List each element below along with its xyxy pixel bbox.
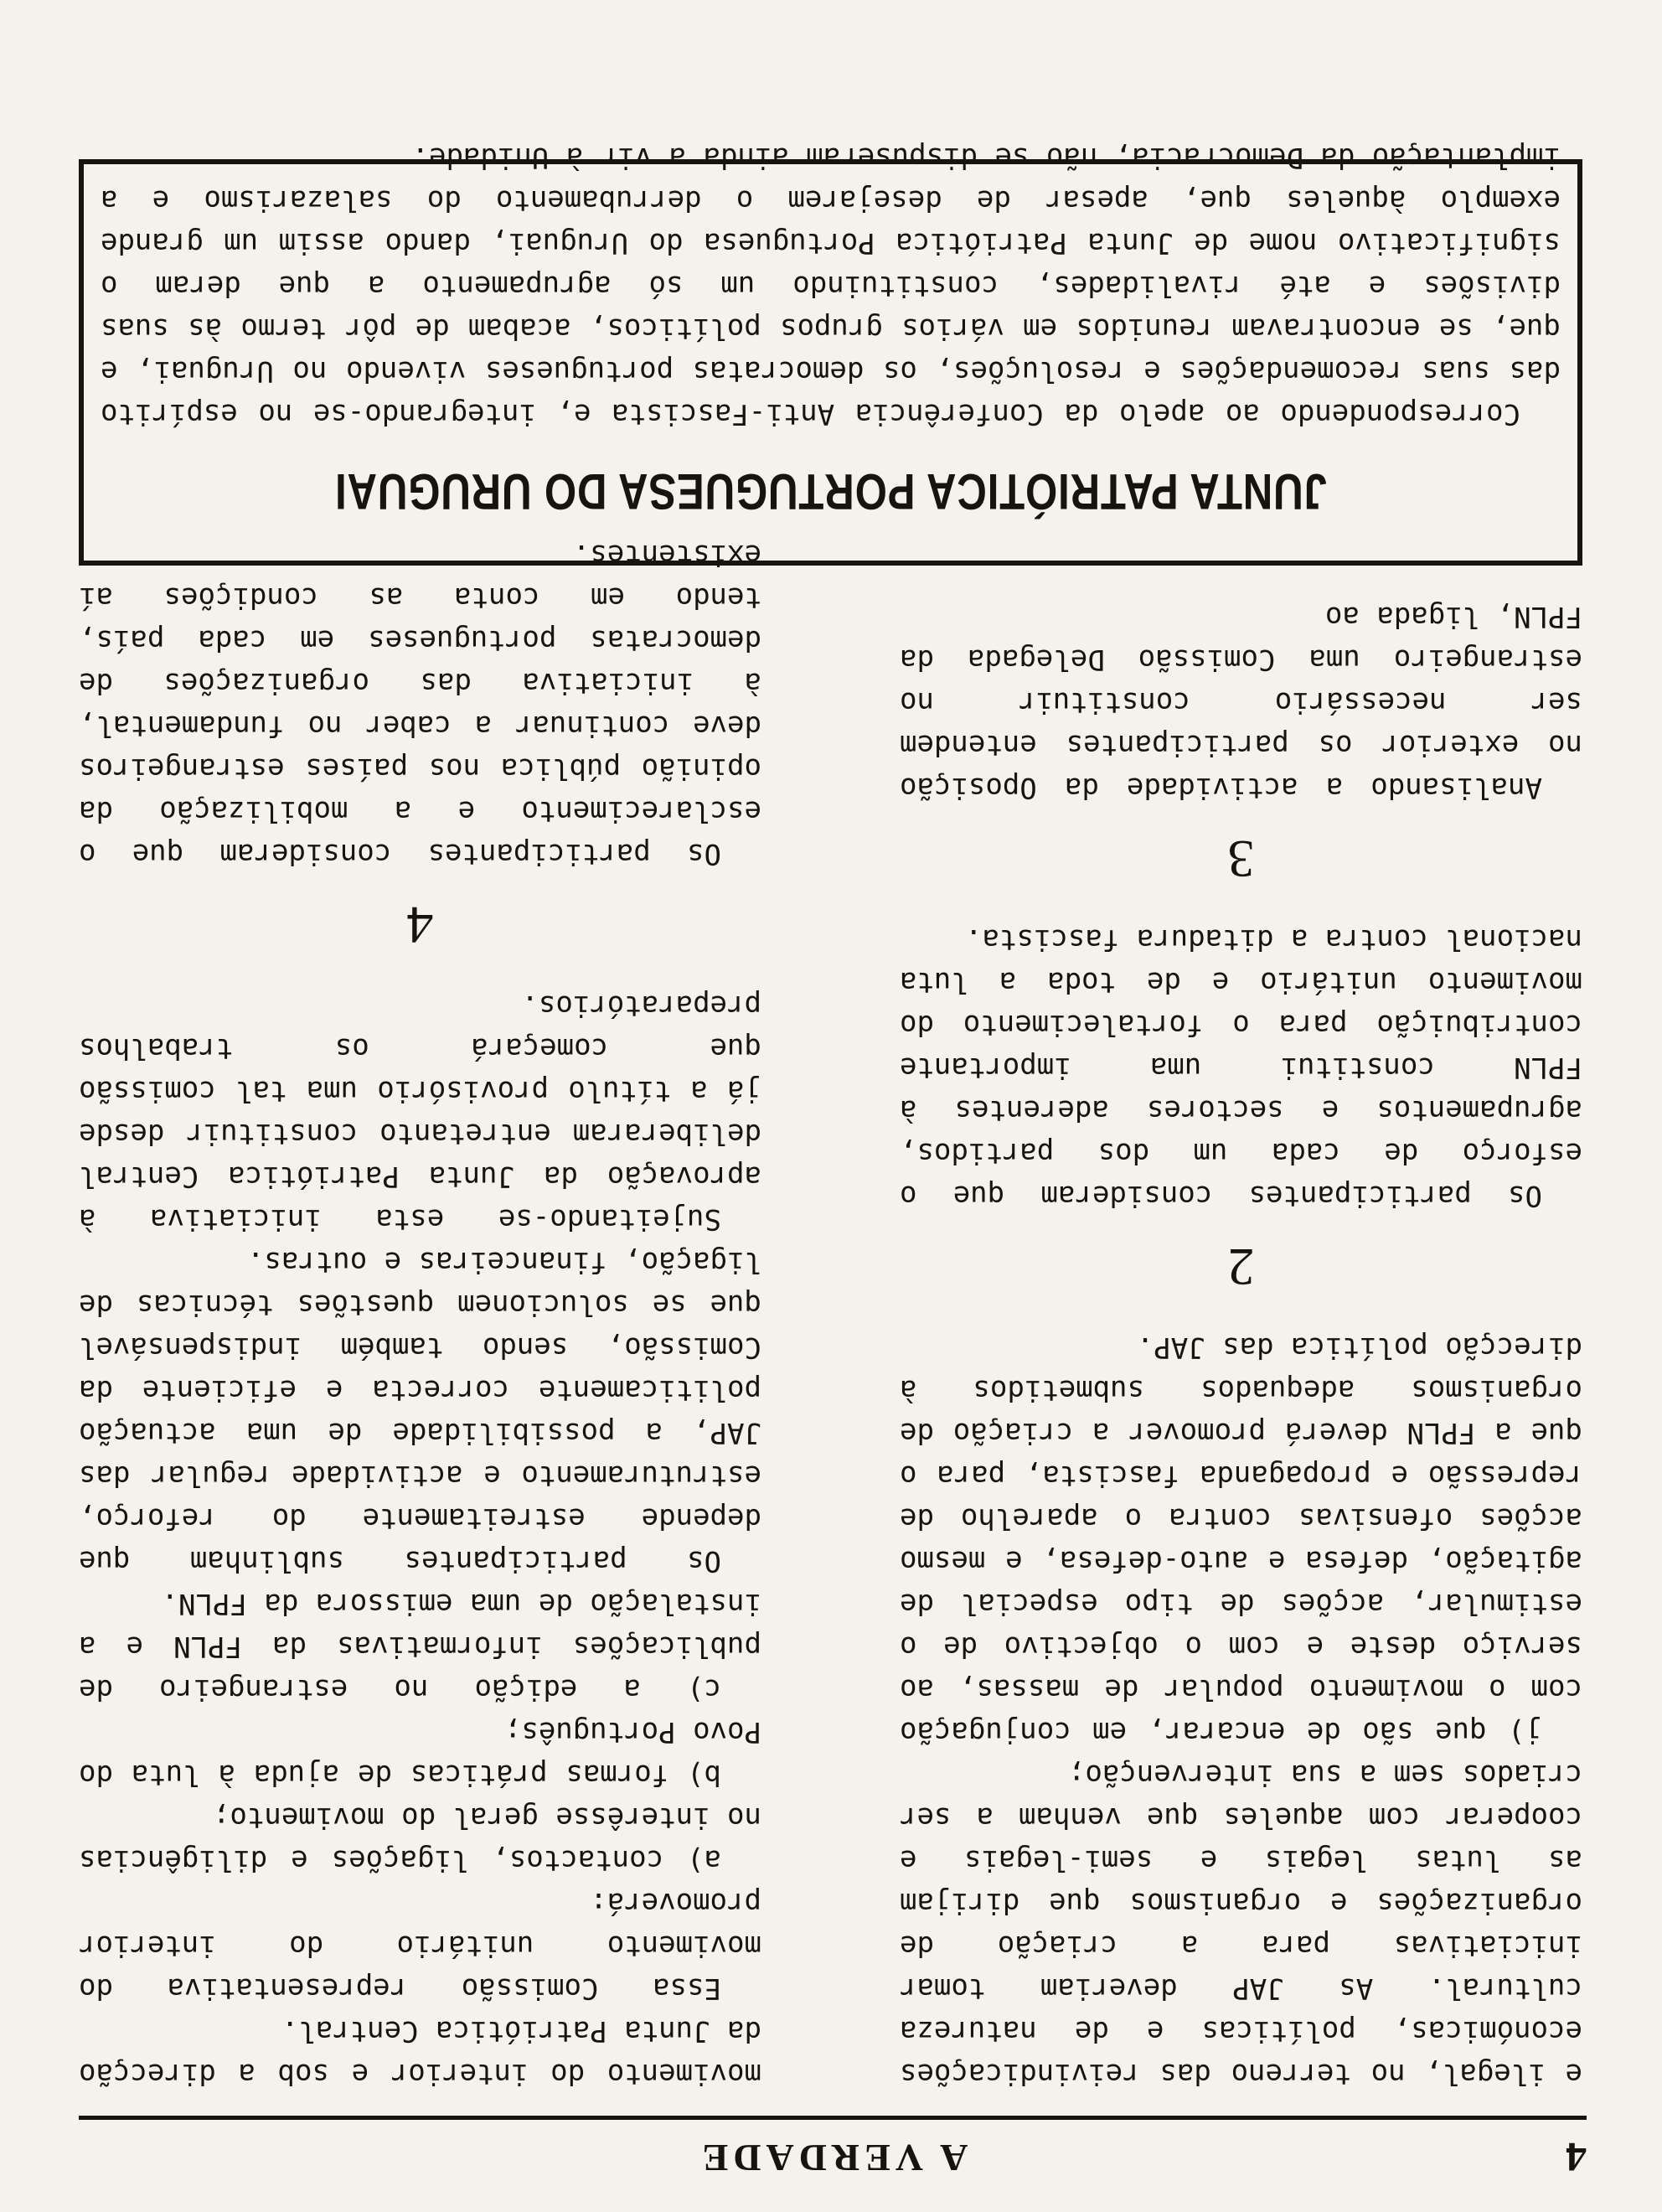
paragraph-commission: Essa Comissão representativa do movimento unitário do interior promoverá: (79, 1886, 761, 2005)
section-3-paragraph: Analisando a actividade da Oposição no exterior os participantes entendem ser necessário constituir no estrangeiro uma Comissão Delegada da FPLN, ligada ao (900, 600, 1582, 804)
list-item-c: c) a edição no estrangeiro de publicações informativas da FPLN e a instalação de uma emissora da FPLN. (79, 1587, 761, 1706)
boxed-article-text: Correspondendo ao apelo da Conferência Anti-Fascista e, integrando-se no espírito das suas recomendações e resoluções, os democratas portugueses vivendo no Uruguai, e que, se encontravam reunidos em vários grupos políticos, acabam de pôr termo às suas divisões e até rivalidades, constituindo um só agrupamento a que deram o significativo nome de Junta Patriótica Portuguesa do Uruguai, dando assim um grande exemplo àqueles que, apesar de desejarem o derrubamento do salazarismo e a implantação da Democracia, não se dispuseram ainda a vir à Unidade. (101, 141, 1561, 431)
boxed-article-title: JUNTA PATRIÓTICA PORTUGUESA DO URUGUAI (334, 463, 1327, 519)
section-4-paragraph: Os participantes consideram que o esclarecimento e a mobilização da opinião pública nos países estrangeiros deve continuar a caber no fundamental, à iniciativa das organizações de democratas portugueses em cada país, tendo em conta as condições aí existentes. (79, 538, 761, 871)
newspaper-title: A VERDADE (697, 2137, 968, 2179)
page-header (79, 2132, 1587, 2183)
section-number-4: 4 (406, 896, 434, 955)
paragraph-reinforcement: Os participantes sublinham que depende estreitamente do reforço, estruturamento e actividade regular das JAP, a possibilidade de uma actuação politicamente correcta e eficiente da Comissão, sendo também indispensável que se solucionem questões técnicas de ligação, financeiras e outras. (79, 1245, 761, 1578)
header-rule (79, 2116, 1587, 2120)
right-column (79, 533, 761, 2095)
paragraph-item-j: j) que são de encarar, em conjugação com o movimento popular de massas, ao serviço deste e com o objectivo de o estimular, acções de tipo especial de agitação, defesa e auto-defesa, e mesmo acções ofensivas contra o aparelho de repressão e propaganda fascista, para o que a FPLN deverá promover a criação de organismos adequados submetidos à direcção política das JAP. (900, 1331, 1582, 1749)
list-item-a: a) contactos, ligações e diligências no interêsse geral do movimento; (79, 1801, 761, 1877)
list-item-b: b) formas práticas de ajuda à luta do Povo Português; (79, 1715, 761, 1791)
left-column (900, 595, 1582, 2095)
boxed-article (79, 141, 1582, 566)
page-number: 4 (1566, 2134, 1587, 2181)
section-number-3: 3 (1227, 830, 1255, 889)
paragraph-continuation: e ilegal, no terreno das reivindicações económicas, políticas e de natureza cultural. As JAP deveriam tomar iniciativas para a criação de organizações e organismos que dirijam as lutas legais e semi-legais e cooperar com aqueles que venham a ser criados sem a sua intervenção; (900, 1758, 1582, 2091)
section-2-paragraph: Os participantes consideram que o esforço de cada um dos partidos, agrupamentos e sectores aderentes à FPLN constitui uma importante contribuição para o fortalecimento do movimento unitário e de toda a luta nacional contra a ditadura fascista. (900, 923, 1582, 1212)
paragraph-continuation: movimento do interior e sob a direcção da Junta Patriótica Central. (79, 2014, 761, 2091)
paragraph-approval: Sujeitando-se esta iniciativa à aprovação da Junta Patriótica Central deliberaram entretanto constituir desde já a título provisório uma tal comissão que começará os trabalhos preparatórios. (79, 989, 761, 1236)
section-number-2: 2 (1227, 1238, 1255, 1297)
